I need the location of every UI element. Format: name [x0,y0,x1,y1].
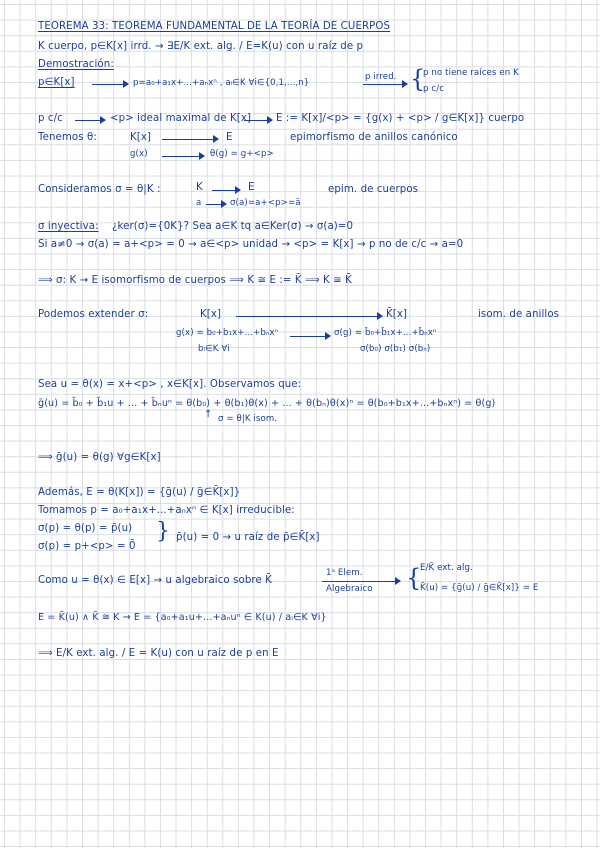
pck-ideal: <p> ideal maximal de K[x] [110,113,252,124]
right-brace: } [156,519,170,544]
gbar-u-computation: ḡ(u) = b̄₀ + b̄₁u + ... + b̄ₙuⁿ = θ(b₀) + θ(b₁)θ(x) + ... + θ(bₙ)θ(x)ⁿ = θ(b₀+b₁x+...+bₙxⁿ) = θ(g) [38,398,496,409]
sigma-domain: K [196,182,203,193]
ext-domain: K[x] [200,309,222,320]
theta-domain: K[x] [130,132,152,143]
proof-label: Demostración: [38,59,114,70]
ademas-line: Además, E = θ(K[x]) = {ḡ(u) / ḡ∈K̄[x]} [38,487,241,498]
sigma-description: epim. de cuerpos [328,184,419,195]
ext-bi: bᵢ∈K ∀i [198,344,230,354]
pck-E: E := K[x]/<p> = {g(x) + <p> / g∈K[x]} cuerpo [276,113,525,124]
sigma-codomain: E [248,182,255,193]
case-no-roots: p no tiene raíces en K [423,68,519,78]
case-brace: { [406,564,422,592]
up-arrow-icon: ↑ [204,409,213,420]
como-u-line: Como u = θ(x) ∈ E[x] → u algebraico sobre K̄ [38,575,272,586]
inyectiva-question: ¿ker(σ)={0K}? Sea a∈K tq a∈Ker(σ) → σ(a)=0 [112,221,354,232]
ext-gbar: σ(g) = b̄₀+b̄₁x+...+b̄ₙxⁿ [334,328,437,338]
tomamos-line: Tomamos p = a₀+a₁x+...+aₙxⁿ ∈ K[x] irreducible: [38,505,295,516]
case-ext-alg: E/K̄ ext. alg. [420,563,473,573]
ext-sigma-coeffs: σ(b₀) σ(b₁) σ(bₙ) [360,344,431,354]
theta-codomain: E [226,132,233,143]
ext-g: g(x) = b₀+b₁x+...+bₙxⁿ [176,328,279,338]
sigma-a: a [196,198,202,208]
theorem-title: TEOREMA 33: TEOREMA FUNDAMENTAL DE LA TEORÍA DE CUERPOS [38,21,391,32]
sigma-p-theta: σ(p) = θ(p) = p̄(u) [38,523,133,534]
fraction-bottom: Algebraico [326,584,373,594]
tenemos-label: Tenemos θ: [38,132,97,143]
arrow [212,190,240,191]
p-in-kx: p∈K[x] [38,77,75,88]
maps-to-arrow [290,336,330,337]
case-kbar-u: K̄(u) = {ḡ(u) / ḡ∈K̄[x]} = E [420,583,539,593]
fraction-top: 1ᵃ Elem. [326,568,363,578]
theta-g-image: θ(g) = g+<p> [210,149,274,159]
p-expansion: p=a₀+a₁x+...+aₙxⁿ , aᵢ∈K ∀i∈{0,1,...,n} [133,78,310,88]
sigma-p-zero: σ(p) = p+<p> = 0̄ [38,541,136,552]
arrow [236,316,382,317]
pbar-conclusion: p̄(u) = 0 → u raíz de p̄∈K̄[x] [176,532,320,543]
consideramos-label: Consideramos σ = θ|K : [38,184,161,195]
sigma-a-image: σ(a)=a+<p>=ā [230,198,301,208]
theorem-statement: K cuerpo, p∈K[x] irrd. → ∃E/K ext. alg. / E=K(u) con u raíz de p [38,41,364,52]
e-description: E = K̄(u) ∧ K̄ ≅ K → E = {a₀+a₁u+...+aₙuⁿ ∈ K(u) / aᵢ∈K ∀i} [38,612,327,623]
final-conclusion: ⟹ E/K ext. alg. / E = K(u) con u raíz de p en E [38,648,279,659]
arrow [92,84,128,85]
arrow [322,581,400,582]
arrow [363,84,407,85]
case-pck: p c/c [423,84,445,94]
maps-to-arrow [206,204,226,205]
injectivity-argument: Si a≠0 → σ(a) = a+<p> = 0 → a∈<p> unidad → <p> = K[x] → p no de c/c → a=0 [38,239,464,250]
sea-u: Sea u = θ(x) = x+<p> , x∈K[x]. Observamos que: [38,379,302,390]
podemos-label: Podemos extender σ: [38,309,149,320]
pck-start: p c/c [38,113,63,124]
inyectiva-label: σ inyectiva: [38,221,99,232]
arrow [244,120,272,121]
ext-description: isom. de anillos [478,309,560,320]
p-irred-label: p irred. [365,72,397,82]
arrow [75,120,105,121]
ext-codomain: K̄[x] [386,309,408,320]
theta-g: g(x) [130,149,148,159]
theta-description: epimorfismo de anillos canónico [290,132,458,143]
arrow [162,139,218,140]
sigma-iso-note: σ = θ|K isom. [218,414,278,424]
gbar-conclusion: ⟹ ḡ(u) = θ(g) ∀g∈K[x] [38,452,161,463]
case-brace: { [410,65,426,93]
isomorphism-line: ⟹ σ: K → E isomorfismo de cuerpos ⟹ K ≅ E := K̄ ⟹ K ≅ K̄ [38,275,352,286]
maps-to-arrow [162,156,204,157]
